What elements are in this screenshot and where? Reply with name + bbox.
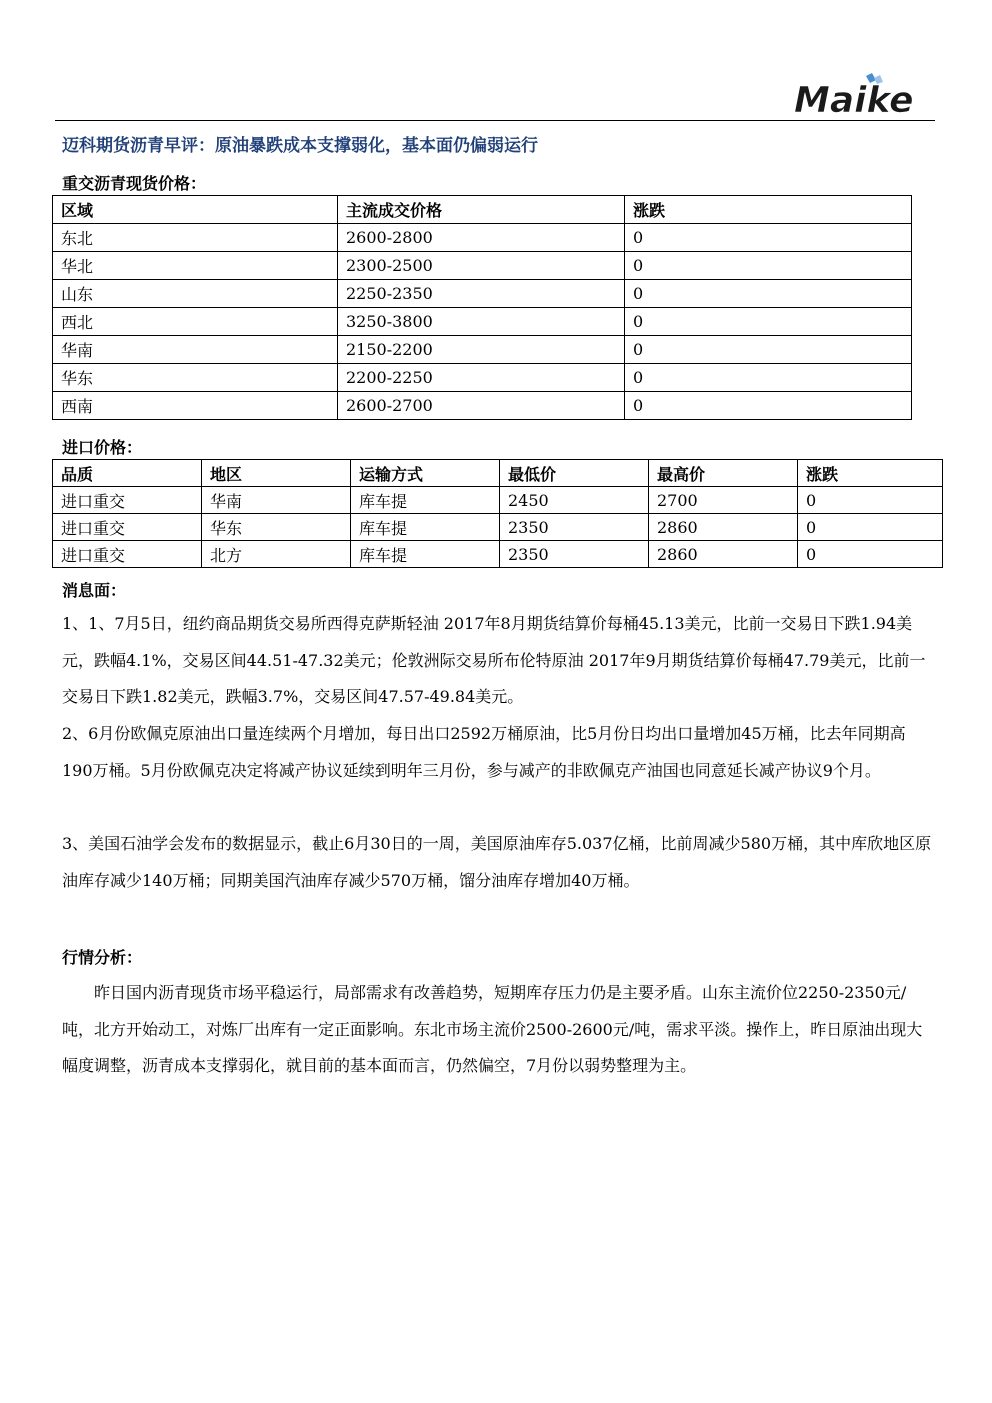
table-cell: 2250-2350 [338, 280, 625, 308]
table-cell: 华南 [202, 487, 351, 514]
table-cell: 2350 [500, 541, 649, 568]
header-divider [55, 120, 935, 121]
table-row [53, 336, 912, 364]
table-cell: 2600-2700 [338, 392, 625, 420]
table-cell: 0 [625, 280, 912, 308]
table-cell: 华东 [202, 514, 351, 541]
table-row [53, 392, 912, 420]
table-cell: 0 [798, 514, 943, 541]
table-cell: 山东 [53, 280, 338, 308]
import-price-table [52, 459, 943, 568]
news-item-2: 2、6月份欧佩克原油出口量连续两个月增加，每日出口2592万桶原油，比5月份日均出口量增加45万桶，比去年同期高190万桶。5月份欧佩克决定将减产协议延续到明年三月份，参与减产的非欧佩克产油国也同意延长减产协议9个月。 [62, 724, 906, 780]
table-cell: 0 [798, 487, 943, 514]
analysis-heading: 行情分析： [62, 948, 143, 967]
column-header: 主流成交价格 [338, 196, 625, 224]
table-row [53, 280, 912, 308]
table-cell: 0 [625, 364, 912, 392]
table-cell: 西北 [53, 308, 338, 336]
table-cell: 进口重交 [53, 541, 202, 568]
table-row [53, 364, 912, 392]
table-cell: 0 [625, 252, 912, 280]
table-cell: 西南 [53, 392, 338, 420]
table-cell: 0 [798, 541, 943, 568]
table-row [53, 224, 912, 252]
table-row [53, 514, 943, 541]
column-header: 最高价 [649, 460, 798, 487]
table-row [53, 487, 943, 514]
table-header-row [53, 460, 943, 487]
column-header: 地区 [202, 460, 351, 487]
column-header: 最低价 [500, 460, 649, 487]
table-cell: 东北 [53, 224, 338, 252]
table-cell: 2600-2800 [338, 224, 625, 252]
table-cell: 2150-2200 [338, 336, 625, 364]
table-row [53, 541, 943, 568]
table-cell: 华北 [53, 252, 338, 280]
table-cell: 0 [625, 308, 912, 336]
table-cell: 进口重交 [53, 487, 202, 514]
spot-price-table [52, 195, 912, 420]
column-header: 运输方式 [351, 460, 500, 487]
spot-price-heading: 重交沥青现货价格： [62, 174, 207, 193]
news-item-1: 1、1、7月5日，纽约商品期货交易所西得克萨斯轻油 2017年8月期货结算价每桶45.13美元，比前一交易日下跌1.94美元，跌幅4.1%，交易区间44.51-47.32美元；伦敦洲际交易所布伦特原油 2017年9月期货结算价每桶47.79美元，比前一交易日下跌1.82美元，跌幅3.7%，交易区间47.57-49.84美元。 [62, 614, 926, 706]
table-header-row [53, 196, 912, 224]
table-cell: 华南 [53, 336, 338, 364]
maike-logo [792, 72, 932, 118]
analysis-paragraph: 昨日国内沥青现货市场平稳运行，局部需求有改善趋势，短期库存压力仍是主要矛盾。山东主流价位2250-2350元/吨，北方开始动工，对炼厂出库有一定正面影响。东北市场主流价2500-2600元/吨，需求平淡。操作上，昨日原油出现大幅度调整，沥青成本支撑弱化，就目前的基本面而言，仍然偏空，7月份以弱势整理为主。 [62, 983, 923, 1075]
table-cell: 3250-3800 [338, 308, 625, 336]
logo-text: Maike [794, 80, 914, 118]
table-row [53, 252, 912, 280]
import-price-heading: 进口价格： [62, 438, 143, 457]
news-item-3: 3、美国石油学会发布的数据显示，截止6月30日的一周，美国原油库存5.037亿桶，比前周减少580万桶，其中库欣地区原油库存减少140万桶；同期美国汽油库存减少570万桶，馏分油库存增加40万桶。 [62, 834, 932, 890]
table-cell: 库车提 [351, 487, 500, 514]
table-cell: 0 [625, 336, 912, 364]
table-cell: 2350 [500, 514, 649, 541]
table-cell: 进口重交 [53, 514, 202, 541]
table-cell: 2700 [649, 487, 798, 514]
table-cell: 2200-2250 [338, 364, 625, 392]
table-cell: 华东 [53, 364, 338, 392]
table-row [53, 308, 912, 336]
table-cell: 库车提 [351, 541, 500, 568]
table-cell: 北方 [202, 541, 351, 568]
table-cell: 2450 [500, 487, 649, 514]
news-heading: 消息面： [62, 581, 127, 600]
table-cell: 0 [625, 224, 912, 252]
table-cell: 库车提 [351, 514, 500, 541]
table-cell: 2860 [649, 514, 798, 541]
column-header: 区域 [53, 196, 338, 224]
column-header: 涨跌 [798, 460, 943, 487]
column-header: 涨跌 [625, 196, 912, 224]
table-cell: 2860 [649, 541, 798, 568]
report-title: 迈科期货沥青早评：原油暴跌成本支撑弱化，基本面仍偏弱运行 [62, 136, 538, 156]
table-cell: 0 [625, 392, 912, 420]
table-cell: 2300-2500 [338, 252, 625, 280]
column-header: 品质 [53, 460, 202, 487]
